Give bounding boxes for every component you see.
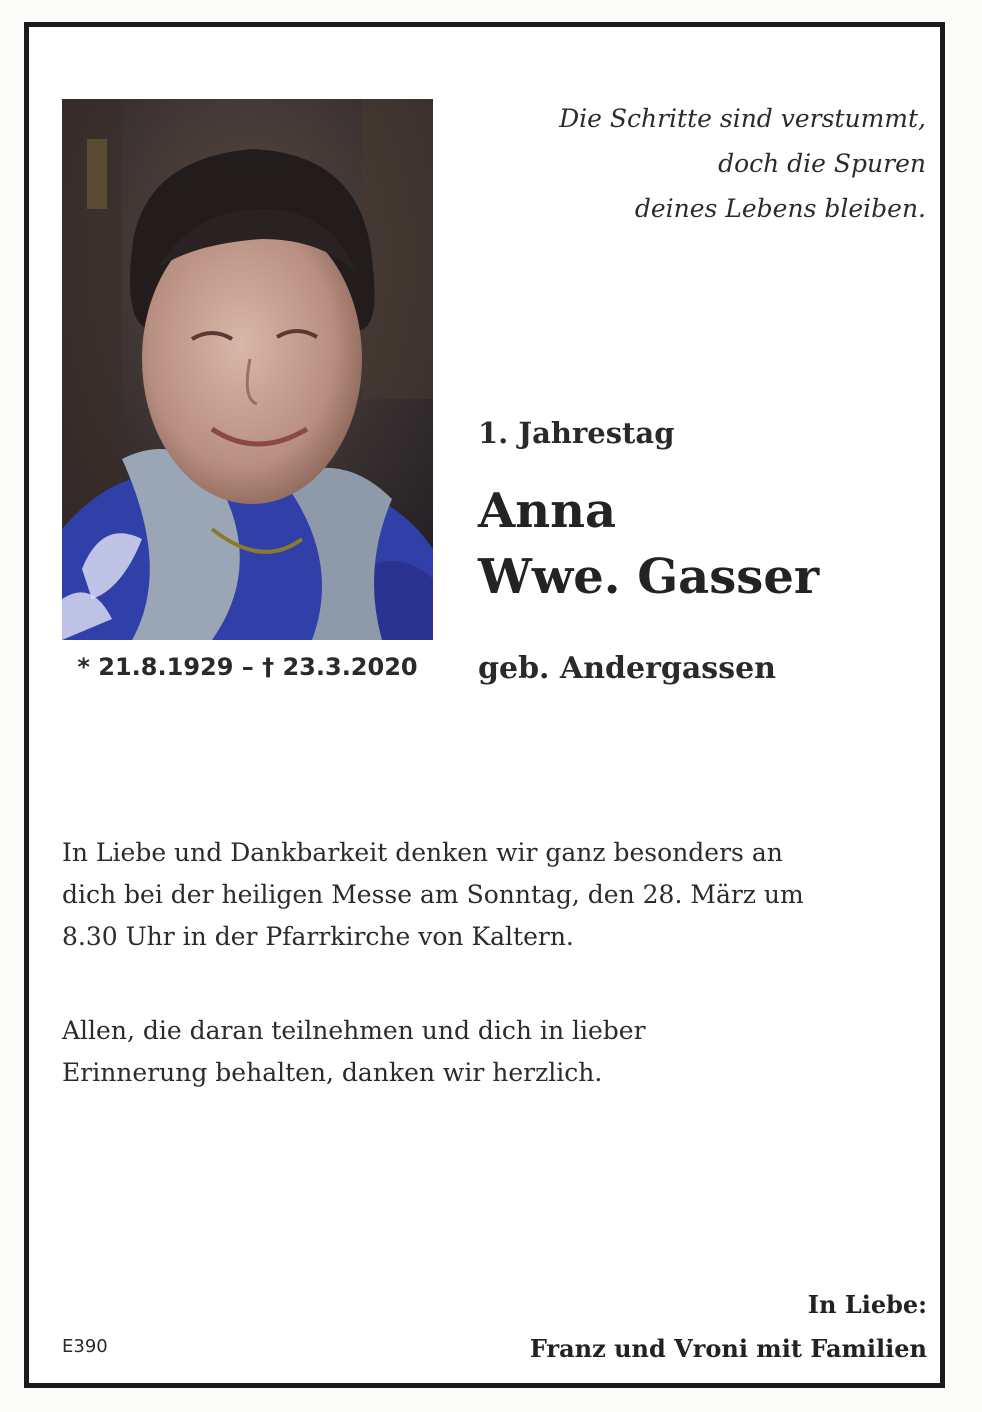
- signature-names: Franz und Vroni mit Familien: [529, 1334, 927, 1363]
- birth-name: geb. Andergassen: [478, 651, 776, 686]
- paragraph-line: 8.30 Uhr in der Pfarrkirche von Kaltern.: [62, 922, 574, 951]
- thanks-paragraph: [62, 1010, 932, 1094]
- signature-block: [530, 1283, 927, 1371]
- signature-intro: In Liebe:: [807, 1290, 927, 1319]
- memorial-quote: [496, 96, 926, 231]
- deceased-name: [478, 478, 819, 610]
- anniversary-heading: 1. Jahrestag: [478, 416, 675, 450]
- quote-line: deines Lebens bleiben.: [634, 194, 926, 223]
- surname: Wwe. Gasser: [478, 549, 820, 605]
- quote-line: Die Schritte sind verstummt,: [559, 104, 926, 133]
- portrait-photo: [62, 99, 433, 640]
- invitation-paragraph: [62, 832, 932, 958]
- quote-line: doch die Spuren: [718, 149, 926, 178]
- portrait-illustration: [62, 99, 433, 640]
- first-name: Anna: [478, 483, 617, 539]
- paragraph-line: Erinnerung behalten, danken wir herzlich.: [62, 1058, 603, 1087]
- paragraph-line: dich bei der heiligen Messe am Sonntag, den 28. März um: [62, 880, 804, 909]
- paragraph-line: In Liebe und Dankbarkeit denken wir ganz besonders an: [62, 838, 783, 867]
- ad-code: E390: [62, 1336, 108, 1357]
- life-dates: * 21.8.1929 – † 23.3.2020: [77, 653, 418, 681]
- paragraph-line: Allen, die daran teilnehmen und dich in lieber: [62, 1016, 646, 1045]
